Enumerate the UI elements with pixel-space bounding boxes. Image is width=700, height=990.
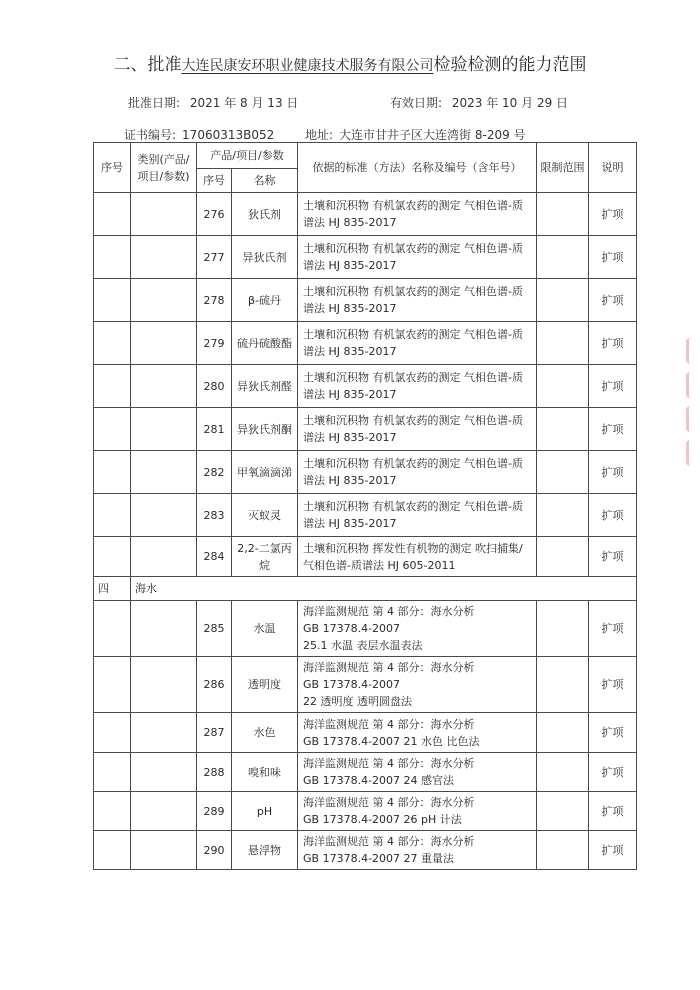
item-note: 扩项 [589,601,637,657]
item-number: 288 [197,753,232,792]
item-name: 狄氏剂 [232,193,298,236]
approval-date: 2021 年 8 月 13 日 [189,96,299,110]
item-name: 灭蚁灵 [232,494,298,537]
stamp-edge-mark [686,330,700,500]
item-number: 280 [197,365,232,408]
table-row [94,193,637,236]
header-standard: 依据的标准（方法）名称及编号（含年号） [298,143,537,193]
item-standard: 土壤和沉积物 有机氯农药的测定 气相色谱-质谱法 HJ 835-2017 [298,494,537,537]
item-standard [298,657,537,713]
standard-line: 25.1 水温 表层水温表法 [303,639,423,652]
item-name: 悬浮物 [232,831,298,870]
title-suffix: 检验检测的能力范围 [433,55,587,75]
standard-line: GB 17378.4-2007 [303,678,401,691]
title-prefix: 二、批准 [113,55,182,75]
item-name: 嗅和味 [232,753,298,792]
approval-date-label: 批准日期: [128,96,181,110]
item-standard: 土壤和沉积物 有机氯农药的测定 气相色谱-质谱法 HJ 835-2017 [298,193,537,236]
valid-date-line [390,94,568,111]
item-name: 水温 [232,601,298,657]
item-number: 283 [197,494,232,537]
table-row [94,792,637,831]
item-number: 279 [197,322,232,365]
item-number: 287 [197,713,232,753]
item-number: 277 [197,236,232,279]
item-standard: 土壤和沉积物 有机氯农药的测定 气相色谱-质谱法 HJ 835-2017 [298,408,537,451]
certificate-number: 17060313B052 [182,128,275,142]
item-note: 扩项 [589,537,637,577]
capability-scope-table [93,142,637,870]
item-standard: 土壤和沉积物 有机氯农药的测定 气相色谱-质谱法 HJ 835-2017 [298,451,537,494]
item-standard: 土壤和沉积物 挥发性有机物的测定 吹扫捕集/气相色谱-质谱法 HJ 605-2011 [298,537,537,577]
item-number: 286 [197,657,232,713]
standard-line: 海洋监测规范 第 4 部分：海水分析 [303,605,475,618]
table-row [94,601,637,657]
approval-date-line [128,94,298,111]
standard-line: 海洋监测规范 第 4 部分：海水分析 [303,757,475,770]
address: 大连市甘井子区大连湾街 8-209 号 [339,128,526,142]
standard-line: 22 透明度 透明圆盘法 [303,695,413,708]
item-standard [298,831,537,870]
header-sub-seq: 序号 [197,169,232,193]
standard-line: 海洋监测规范 第 4 部分：海水分析 [303,717,475,731]
item-note: 扩项 [589,451,637,494]
item-note: 扩项 [589,792,637,831]
table-row [94,236,637,279]
item-number: 276 [197,193,232,236]
item-name: 异狄氏剂酮 [232,408,298,451]
standard-line: GB 17378.4-2007 26 pH 计法 [303,813,462,826]
item-note: 扩项 [589,657,637,713]
item-note: 扩项 [589,365,637,408]
item-note: 扩项 [589,831,637,870]
item-note: 扩项 [589,713,637,753]
table-row [94,831,637,870]
table-row [94,713,637,753]
section-seq: 四 [94,577,131,601]
standard-line: 海洋监测规范 第 4 部分：海水分析 [303,835,475,848]
item-standard: 土壤和沉积物 有机氯农药的测定 气相色谱-质谱法 HJ 835-2017 [298,365,537,408]
item-standard: 土壤和沉积物 有机氯农药的测定 气相色谱-质谱法 HJ 835-2017 [298,236,537,279]
table-row [94,657,637,713]
certificate-label: 证书编号: [124,128,177,142]
item-note: 扩项 [589,193,637,236]
item-name: 水色 [232,713,298,753]
item-standard [298,753,537,792]
header-seq: 序号 [94,143,131,193]
item-number: 290 [197,831,232,870]
item-name: 2,2-二氯丙烷 [232,537,298,577]
address-label: 地址: [305,128,334,142]
item-number: 278 [197,279,232,322]
header-product: 产品/项目/参数 [197,143,298,169]
item-note: 扩项 [589,408,637,451]
item-name: pH [232,792,298,831]
certificate-line [124,126,274,143]
item-name: 硫丹硫酸酯 [232,322,298,365]
item-standard [298,713,537,753]
section-name: 海水 [131,577,637,601]
organization-name: 大连民康安环职业健康技术服务有限公司 [181,58,434,74]
table-row [94,322,637,365]
address-line [305,126,526,143]
item-number: 289 [197,792,232,831]
standard-line: 海洋监测规范 第 4 部分：海水分析 [303,796,475,809]
item-note: 扩项 [589,494,637,537]
item-standard: 土壤和沉积物 有机氯农药的测定 气相色谱-质谱法 HJ 835-2017 [298,322,537,365]
table-row [94,494,637,537]
item-name: β-硫丹 [232,279,298,322]
header-sub-name: 名称 [232,169,298,193]
item-standard: 土壤和沉积物 有机氯农药的测定 气相色谱-质谱法 HJ 835-2017 [298,279,537,322]
item-name: 异狄氏剂醛 [232,365,298,408]
valid-date: 2023 年 10 月 29 日 [451,96,569,110]
standard-line: GB 17378.4-2007 21 水色 比色法 [303,734,480,748]
table-row [94,537,637,577]
table-row [94,279,637,322]
standard-line: GB 17378.4-2007 24 感官法 [303,774,455,787]
item-note: 扩项 [589,236,637,279]
page-title [0,50,700,75]
standard-line: 海洋监测规范 第 4 部分：海水分析 [303,661,475,674]
header-limit: 限制范围 [537,143,589,193]
item-standard [298,792,537,831]
item-number: 285 [197,601,232,657]
header-category: 类别(产品/项目/参数) [131,143,197,193]
standard-line: GB 17378.4-2007 [303,622,401,635]
valid-date-label: 有效日期: [390,96,443,110]
table-row [94,408,637,451]
item-number: 281 [197,408,232,451]
item-name: 透明度 [232,657,298,713]
header-note: 说明 [589,143,637,193]
item-standard [298,601,537,657]
item-name: 异狄氏剂 [232,236,298,279]
standard-line: GB 17378.4-2007 27 重量法 [303,852,455,865]
item-name: 甲氧滴滴涕 [232,451,298,494]
item-note: 扩项 [589,279,637,322]
item-note: 扩项 [589,322,637,365]
table-row [94,753,637,792]
item-number: 282 [197,451,232,494]
table-row [94,451,637,494]
item-number: 284 [197,537,232,577]
item-note: 扩项 [589,753,637,792]
table-row [94,365,637,408]
section-row [94,577,637,601]
